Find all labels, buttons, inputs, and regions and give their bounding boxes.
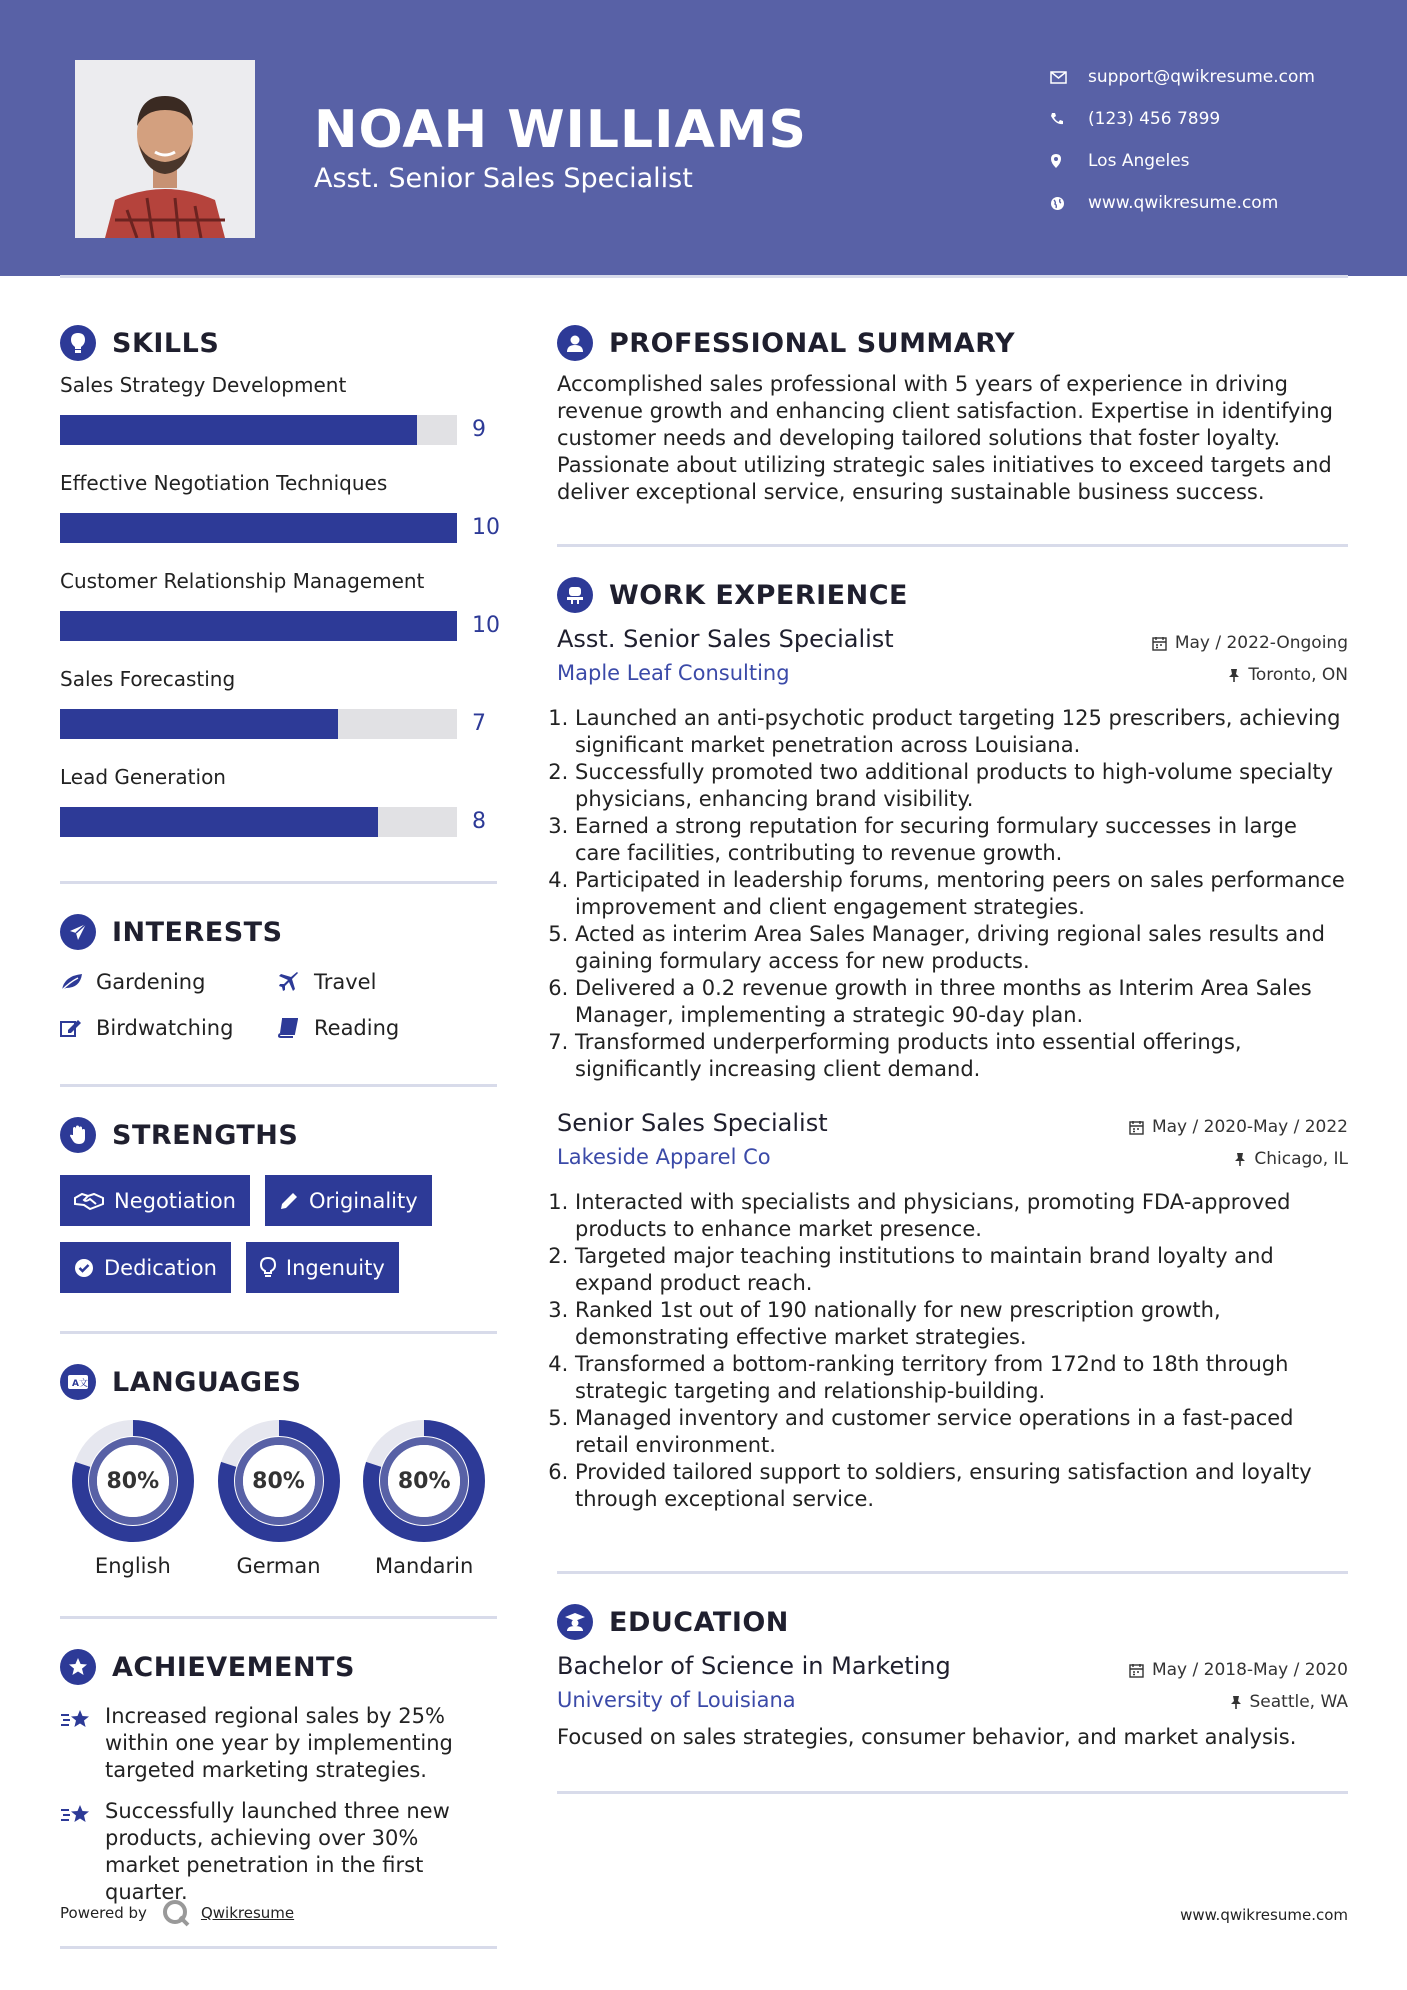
candidate-name: NOAH WILLIAMS	[314, 100, 807, 160]
contact-website-text: www.qwikresume.com	[1088, 193, 1279, 213]
strength-label: Ingenuity	[285, 1255, 385, 1280]
section-divider	[60, 1084, 497, 1087]
check-circle-icon	[74, 1258, 94, 1278]
language-ring	[218, 1420, 340, 1542]
pushpin-icon	[1228, 668, 1240, 683]
job-entry	[557, 1109, 1348, 1513]
skill-item	[60, 567, 500, 641]
skill-bar	[60, 513, 500, 543]
lightbulb-icon	[260, 1257, 276, 1279]
section-divider	[557, 544, 1348, 547]
job-bullet: 1. Interacted with specialists and physicians, promoting FDA-approved products to enhance market presence.	[575, 1189, 1348, 1243]
education-school: University of Louisiana	[557, 1688, 796, 1712]
skill-name: Customer Relationship Management	[60, 569, 425, 593]
strength-label: Dedication	[104, 1255, 217, 1280]
lightbulb-icon	[60, 325, 96, 361]
skill-bar-fill	[60, 513, 457, 543]
job-bullet: 3. Earned a strong reputation for securing formulary successes in large care facilities, contributing to revenue growth.	[575, 813, 1348, 867]
job-bullet: 6. Delivered a 0.2 revenue growth in three months as Interim Area Sales Manager, implementing a strategic 90-day plan.	[575, 975, 1348, 1029]
job-location-text: Chicago, IL	[1254, 1149, 1348, 1169]
contact-list	[1050, 56, 1370, 224]
contact-website[interactable]	[1050, 182, 1370, 224]
job-bullet: 1. Launched an anti-psychotic product targeting 125 prescribers, achieving significant market penetration across Louisiana.	[575, 705, 1348, 759]
skill-item	[60, 469, 500, 543]
skill-value: 10	[472, 515, 500, 540]
language-level: 80%	[243, 1445, 315, 1517]
interests-title: INTERESTS	[112, 916, 283, 948]
summary-text: Accomplished sales professional with 5 years of experience in driving revenue growth and enhancing client satisfaction. Expertise in identifying customer needs and developing tailored solutions that foster loyalty. Passionate about utilizing strategic sales initiatives to exceed targets and deliver exceptional service, ensuring sustainable business success.	[557, 372, 1333, 504]
education-header	[557, 1652, 1348, 1688]
skill-bar	[60, 415, 497, 445]
education-degree: Bachelor of Science in Marketing	[557, 1652, 951, 1680]
globe-icon	[1050, 196, 1088, 211]
job-title: Asst. Senior Sales Specialist	[557, 625, 894, 653]
skill-bar-fill	[60, 415, 417, 445]
person-photo-icon	[75, 60, 255, 238]
job-entry	[557, 625, 1348, 1083]
job-bullet: 7. Transformed underperforming products into essential offerings, significantly increasing client demand.	[575, 1029, 1348, 1083]
language-level: 80%	[388, 1445, 460, 1517]
skill-bar	[60, 807, 497, 837]
graduate-icon	[557, 1604, 593, 1640]
skill-item	[60, 665, 497, 739]
interests-heading	[60, 912, 497, 952]
summary-heading	[557, 323, 1348, 363]
job-dates-text: May / 2022-Ongoing	[1174, 633, 1348, 653]
map-pin-icon	[1050, 153, 1088, 169]
job-bullet: 6. Provided tailored support to soldiers, ensuring satisfaction and loyalty through exceptional service.	[575, 1459, 1348, 1513]
interest-label: Gardening	[96, 970, 206, 994]
languages-heading	[60, 1362, 497, 1402]
section-divider	[557, 1571, 1348, 1574]
contact-location-text: Los Angeles	[1088, 151, 1190, 171]
job-bullets	[557, 1189, 1348, 1513]
candidate-title: Asst. Senior Sales Specialist	[314, 163, 693, 194]
contact-phone-text: (123) 456 7899	[1088, 109, 1221, 129]
profile-photo	[75, 60, 255, 238]
handshake-icon	[74, 1192, 104, 1210]
edit-icon	[60, 1018, 96, 1038]
job-bullet: 4. Transformed a bottom-ranking territory from 172nd to 18th through strategic targeting and relationship-building.	[575, 1351, 1348, 1405]
phone-icon	[1050, 112, 1088, 126]
achievement-item	[60, 1703, 497, 1784]
education-dates	[1129, 1660, 1348, 1680]
svg-text:文: 文	[79, 1379, 89, 1389]
language-name: Mandarin	[375, 1554, 474, 1578]
job-company: Maple Leaf Consulting	[557, 661, 790, 685]
qwikresume-logo-icon	[161, 1898, 191, 1928]
powered-by-text: Powered by	[60, 1904, 147, 1922]
job-dates	[1129, 1117, 1348, 1137]
leaf-icon	[60, 972, 96, 992]
user-icon	[557, 325, 593, 361]
strength-tag	[265, 1175, 432, 1226]
calendar-icon	[1152, 636, 1167, 651]
job-bullet: 5. Managed inventory and customer service operations in a fast-paced retail environment.	[575, 1405, 1348, 1459]
interest-label: Birdwatching	[96, 1016, 234, 1040]
footer-powered-by	[60, 1898, 294, 1928]
left-column	[60, 278, 500, 1949]
education-heading	[557, 1602, 1348, 1642]
svg-text:A: A	[72, 1379, 79, 1389]
achievements-title: ACHIEVEMENTS	[112, 1651, 355, 1683]
strengths-heading	[60, 1115, 497, 1155]
education-description: Focused on sales strategies, consumer behavior, and market analysis.	[557, 1725, 1297, 1749]
footer-brand-link[interactable]: Qwikresume	[200, 1904, 295, 1922]
job-location-text: Toronto, ON	[1248, 665, 1348, 685]
job-location	[1228, 665, 1348, 685]
pencil-icon	[279, 1191, 299, 1211]
interests-list	[60, 968, 497, 1042]
job-bullets	[557, 705, 1348, 1083]
interest-label: Travel	[314, 970, 377, 994]
job-bullet: 3. Ranked 1st out of 190 nationally for new prescription growth, demonstrating effective market strategies.	[575, 1297, 1348, 1351]
achievement-text: Increased regional sales by 25% within one year by implementing targeted marketing strategies.	[105, 1704, 453, 1782]
job-header	[557, 1109, 1348, 1145]
job-dates-text: May / 2020-May / 2022	[1151, 1117, 1348, 1137]
language-ring	[72, 1420, 194, 1542]
interest-item	[60, 968, 278, 996]
interest-item	[60, 1014, 278, 1042]
paper-plane-icon	[60, 914, 96, 950]
experience-title: WORK EXPERIENCE	[609, 579, 908, 611]
language-ring	[363, 1420, 485, 1542]
skill-item	[60, 763, 497, 837]
interest-item	[278, 1014, 496, 1042]
job-company: Lakeside Apparel Co	[557, 1145, 771, 1169]
pushpin-icon	[1230, 1695, 1242, 1710]
skill-value: 8	[472, 809, 486, 834]
plane-icon	[278, 971, 314, 993]
skill-name: Sales Strategy Development	[60, 373, 347, 397]
job-dates	[1152, 633, 1348, 653]
contact-email-text: support@qwikresume.com	[1088, 67, 1315, 87]
star-badge-icon	[60, 1649, 96, 1685]
strength-tag	[246, 1242, 399, 1293]
right-column	[557, 278, 1348, 1794]
experience-heading	[557, 575, 1348, 615]
calendar-icon	[1129, 1120, 1144, 1135]
section-divider	[60, 1946, 497, 1949]
summary-title: PROFESSIONAL SUMMARY	[609, 327, 1016, 359]
skill-bar	[60, 709, 497, 739]
language-icon	[60, 1364, 96, 1400]
strength-tag	[60, 1175, 250, 1226]
hand-icon	[60, 1117, 96, 1153]
book-icon	[278, 1018, 314, 1038]
education-title: EDUCATION	[609, 1606, 789, 1638]
skill-name: Sales Forecasting	[60, 667, 236, 691]
skills-list	[60, 371, 500, 837]
achievements-heading	[60, 1647, 497, 1687]
achievement-text: Successfully launched three new products, achieving over 30% market penetration in the first quarter.	[105, 1799, 450, 1904]
language-item	[206, 1420, 352, 1578]
interest-label: Reading	[314, 1016, 400, 1040]
skill-item	[60, 371, 497, 445]
skill-value: 9	[472, 417, 486, 442]
job-location	[1234, 1149, 1348, 1169]
briefcase-icon	[557, 577, 593, 613]
education-entry	[557, 1652, 1348, 1751]
skills-title: SKILLS	[112, 327, 220, 359]
job-bullet: 5. Acted as interim Area Sales Manager, driving regional sales results and gaining formulary access for new products.	[575, 921, 1348, 975]
section-divider	[557, 1791, 1348, 1794]
section-divider	[60, 1331, 497, 1334]
section-divider	[60, 881, 497, 884]
strength-label: Negotiation	[114, 1188, 236, 1213]
job-bullet: 2. Successfully promoted two additional products to high-volume specialty physicians, enhancing brand visibility.	[575, 759, 1348, 813]
language-item	[351, 1420, 497, 1578]
skill-bar-fill	[60, 807, 378, 837]
strength-tag	[60, 1242, 231, 1293]
contact-email[interactable]	[1050, 56, 1370, 98]
pushpin-icon	[1234, 1152, 1246, 1167]
language-level: 80%	[97, 1445, 169, 1517]
strengths-list	[60, 1175, 497, 1293]
skill-bar	[60, 611, 500, 641]
resume-header	[0, 0, 1407, 276]
shooting-star-icon	[60, 1798, 105, 1906]
languages-list	[60, 1420, 497, 1578]
languages-title: LANGUAGES	[112, 1366, 302, 1398]
envelope-icon	[1050, 71, 1088, 84]
interest-item	[278, 968, 496, 996]
education-location-text: Seattle, WA	[1249, 1692, 1348, 1712]
skill-name: Lead Generation	[60, 765, 226, 789]
language-name: German	[236, 1554, 321, 1578]
contact-phone[interactable]	[1050, 98, 1370, 140]
education-dates-text: May / 2018-May / 2020	[1151, 1660, 1348, 1680]
skill-name: Effective Negotiation Techniques	[60, 471, 388, 495]
contact-location	[1050, 140, 1370, 182]
section-divider	[60, 1616, 497, 1619]
strengths-title: STRENGTHS	[112, 1119, 299, 1151]
job-subheader	[557, 1145, 1348, 1179]
job-subheader	[557, 661, 1348, 695]
skill-value: 7	[472, 711, 486, 736]
job-bullet: 2. Targeted major teaching institutions to maintain brand loyalty and expand product reach.	[575, 1243, 1348, 1297]
achievement-item	[60, 1798, 497, 1906]
job-header	[557, 625, 1348, 661]
language-item	[60, 1420, 206, 1578]
job-bullet: 4. Participated in leadership forums, mentoring peers on sales performance improvement and client engagement strategies.	[575, 867, 1348, 921]
job-title: Senior Sales Specialist	[557, 1109, 828, 1137]
strength-label: Originality	[308, 1188, 418, 1213]
shooting-star-icon	[60, 1703, 105, 1784]
skills-heading	[60, 323, 497, 363]
education-location	[1230, 1692, 1349, 1712]
skill-bar-fill	[60, 709, 338, 739]
calendar-icon	[1129, 1663, 1144, 1678]
skill-value: 10	[472, 613, 500, 638]
language-name: English	[94, 1554, 171, 1578]
education-subheader	[557, 1688, 1348, 1724]
footer-website-link[interactable]: www.qwikresume.com	[1180, 1906, 1348, 1924]
skill-bar-fill	[60, 611, 457, 641]
